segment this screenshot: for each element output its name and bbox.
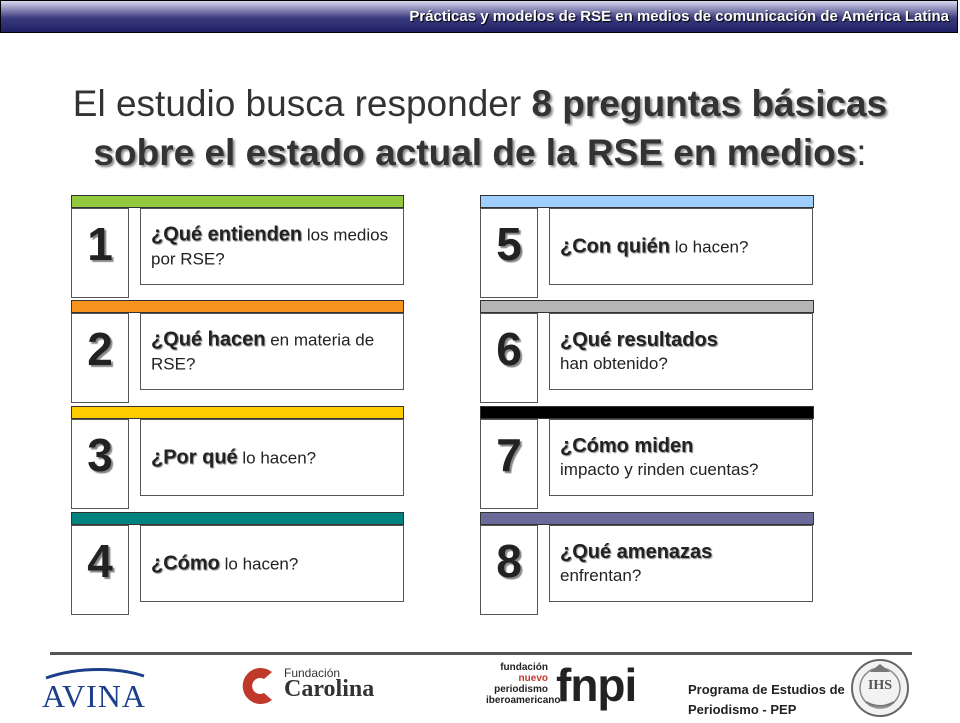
- question-3-emphasis: ¿Por qué: [151, 446, 238, 468]
- question-4-card: [140, 525, 404, 602]
- fnpi-wordmark: fnpi: [556, 659, 637, 711]
- question-1-emphasis: ¿Qué entienden: [151, 223, 303, 245]
- headline-bold-2: sobre el estado actual de la RSE en medios: [93, 132, 857, 173]
- question-5-emphasis: ¿Con quién: [560, 235, 670, 257]
- question-5-bar: [480, 195, 814, 208]
- question-4-bar: [71, 512, 404, 525]
- headline-post: :: [856, 132, 867, 173]
- question-6-rest: han obtenido?: [560, 353, 668, 373]
- question-5-rest: lo hacen?: [669, 237, 749, 256]
- headline-line-2: [0, 131, 960, 175]
- question-6-number-box: [480, 313, 538, 403]
- question-6-bar: [480, 300, 814, 313]
- header-bar: [0, 0, 958, 33]
- question-5-card: [549, 208, 813, 285]
- question-2-card: [140, 313, 404, 390]
- question-3-bar: [71, 406, 404, 419]
- question-4-number-box: [71, 525, 129, 615]
- avina-text: AVINA: [42, 678, 146, 714]
- question-7-number: 7: [496, 429, 522, 481]
- question-7-card: [549, 419, 813, 496]
- question-8-number-box: [480, 525, 538, 615]
- fnpi-line-1: fundación: [500, 662, 548, 673]
- pep-text: [688, 680, 845, 720]
- question-4-emphasis: ¿Cómo: [151, 552, 220, 574]
- question-8-card: [549, 525, 813, 602]
- headline-pre: El estudio busca responder: [72, 83, 532, 124]
- avina-logo: [40, 668, 148, 714]
- footer-divider: [50, 652, 912, 655]
- question-8-rest: enfrentan?: [560, 565, 642, 585]
- question-8-number: 8: [496, 535, 522, 587]
- carolina-c-icon: [236, 666, 276, 706]
- question-8-bar: [480, 512, 814, 525]
- question-3-number-box: [71, 419, 129, 509]
- question-6-card: [549, 313, 813, 390]
- question-2-rest: en materia de RSE?: [151, 330, 375, 373]
- carolina-top-text: Fundación: [284, 666, 341, 680]
- fnpi-logo: [486, 660, 666, 716]
- question-2-emphasis: ¿Qué hacen: [151, 328, 266, 350]
- question-2-number: 2: [87, 323, 113, 375]
- fnpi-line-3: periodismo: [494, 684, 548, 695]
- question-1-bar: [71, 195, 404, 208]
- university-seal: [848, 658, 912, 718]
- question-1-number-box: [71, 208, 129, 298]
- header-title: Prácticas y modelos de RSE en medios de comunicación de América Latina: [409, 8, 949, 25]
- headline-bold-1: 8 preguntas básicas: [531, 83, 888, 124]
- question-7-rest: impacto y rinden cuentas?: [560, 459, 759, 479]
- question-7-emphasis: ¿Cómo miden: [560, 434, 694, 457]
- question-3-card: [140, 419, 404, 496]
- fnpi-line-4: iberoamericano: [486, 695, 561, 706]
- question-1-rest: los medios por RSE?: [151, 225, 389, 268]
- question-2-number-box: [71, 313, 129, 403]
- question-1-card: [140, 208, 404, 285]
- seal-text: IHS: [867, 678, 893, 693]
- question-7-number-box: [480, 419, 538, 509]
- question-3-rest: lo hacen?: [237, 448, 317, 467]
- question-5-number: 5: [496, 218, 522, 270]
- carolina-bottom-text: Carolina: [284, 676, 375, 702]
- headline-line-1: [0, 82, 960, 126]
- carolina-logo: [236, 664, 386, 710]
- pep-line-1: Programa de Estudios de: [688, 682, 845, 697]
- fnpi-line-2: nuevo: [518, 673, 548, 684]
- question-3-number: 3: [87, 429, 113, 481]
- question-1-number: 1: [87, 218, 113, 270]
- question-8-emphasis: ¿Qué amenazas: [560, 540, 713, 563]
- question-6-emphasis: ¿Qué resultados: [560, 328, 718, 351]
- question-4-number: 4: [87, 535, 113, 587]
- question-7-bar: [480, 406, 814, 419]
- question-2-bar: [71, 300, 404, 313]
- question-5-number-box: [480, 208, 538, 298]
- pep-line-2: Periodismo - PEP: [688, 702, 797, 717]
- question-4-rest: lo hacen?: [219, 554, 299, 573]
- question-6-number: 6: [496, 323, 522, 375]
